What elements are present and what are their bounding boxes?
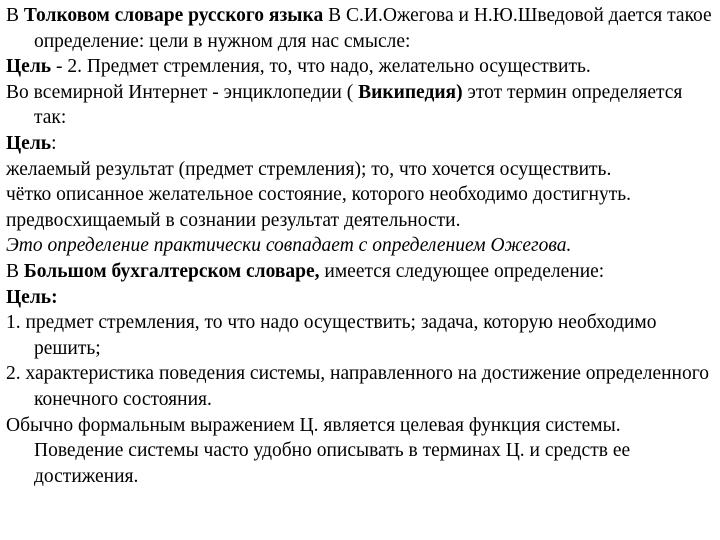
paragraph-accounting-intro (6, 259, 712, 285)
definition-line: желаемый результат (предмет стремления); то, что хочется осуществить. (6, 158, 612, 180)
text-run: Во всемирной Интернет - энциклопедии ( (6, 81, 359, 103)
source-title: Википедия) (358, 81, 463, 103)
paragraph-conclusion: Обычно формальным выражением Ц. является целевая функция системы. Поведение системы часто удобно описывать в терминах Ц. и средств ее достижения. (6, 414, 631, 487)
text-run: : (51, 132, 57, 154)
paragraph-ozhegov-intro (6, 3, 712, 54)
text-run: В (6, 260, 24, 282)
definition-line: чётко описанное желательное состояние, которого необходимо достигнуть. (6, 184, 631, 206)
paragraph-wikipedia-term (6, 131, 712, 157)
text-run: имеется следующее определение: (319, 260, 605, 282)
text-run: В С.И.Ожегова и Н.Ю.Шведовой дается такое определение: цели в нужном для нас смысле: (34, 5, 712, 52)
definition-line: предвосхищаемый в сознании результат деятельности. (6, 209, 461, 231)
dictionary-title: Большом бухгалтерском словаре, (23, 260, 320, 282)
text-run: этот термин определяется так: (34, 81, 683, 129)
paragraph-wikipedia-intro (6, 80, 712, 131)
definition-item-2: 2. характеристика поведения системы, направленного на достижение определенного конечного состояния. (6, 363, 709, 410)
paragraph-ozhegov-definition (6, 54, 712, 80)
term-label: Цель (6, 56, 52, 78)
term-label: Цель: (6, 286, 58, 308)
definition-item-1: 1. предмет стремления, то что надо осуществить; задача, которую необходимо решить; (6, 312, 657, 359)
term-label: Цель (6, 132, 52, 154)
text-run: - 2. Предмет стремления, то, что надо, желательно осуществить. (51, 56, 591, 78)
text-run: В (6, 5, 24, 26)
dictionary-title: Толковом словаре русского языка (23, 5, 324, 26)
italic-note: Это определение практически совпадает с определением Ожегова. (6, 235, 572, 257)
